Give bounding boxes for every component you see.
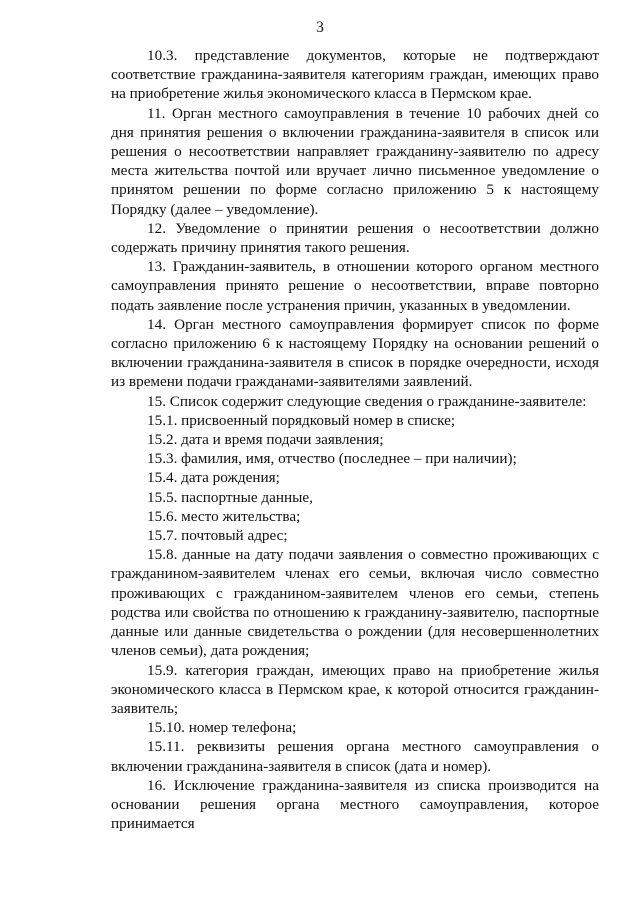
paragraph-15-11: 15.11. реквизиты решения органа местного самоуправления о включении гражданина-заявителя в список (дата и номер). — [111, 738, 599, 775]
paragraph-15-5: 15.5. паспортные данные, — [147, 488, 313, 506]
page-number: 3 — [316, 19, 324, 36]
paragraph-10-3: 10.3. представление документов, которые не подтверждают соответствие гражданина-заявителя категориям граждан, имеющих право на приобретение жилья экономического класса в Пермском крае. — [111, 47, 599, 103]
paragraph-15-8: 15.8. данные на дату подачи заявления о совместно проживающих с гражданином-заявителем членах его семьи, включая число совместно проживающих с гражданином-заявителем членов его семьи, степень родства или свойства по отношению к гражданину-заявителю, паспортные данные или данные свидетельства о рождении (для несовершеннолетних членов семьи), дата рождения; — [111, 546, 599, 660]
paragraph-15-1: 15.1. присвоенный порядковый номер в списке; — [147, 411, 456, 429]
paragraph-15-10: 15.10. номер телефона; — [147, 719, 297, 737]
paragraph-16: 16. Исключение гражданина-заявителя из списка производится на основании решения органа местного самоуправления, которое принимается — [111, 776, 599, 833]
paragraph-15-2: 15.2. дата и время подачи заявления; — [147, 431, 384, 449]
paragraph-15-6: 15.6. место жительства; — [147, 507, 301, 525]
paragraph-15-9: 15.9. категория граждан, имеющих право на приобретение жилья экономического класса в Пермском крае, к которой относится гражданин-заявитель; — [111, 661, 599, 717]
paragraph-15-4: 15.4. дата рождения; — [147, 469, 280, 487]
paragraph-15: 15. Список содержит следующие сведения о гражданине-заявителе: — [147, 392, 587, 410]
document-body — [111, 46, 599, 833]
paragraph-13: 13. Гражданин-заявитель, в отношении которого органом местного самоуправления принято решение о несоответствии, вправе повторно подать заявление после устранения причин, указанных в уведомлении. — [111, 258, 599, 314]
paragraph-15-7: 15.7. почтовый адрес; — [147, 527, 288, 545]
paragraph-14: 14. Орган местного самоуправления формирует список по форме согласно приложению 6 к настоящему Порядку на основании решений о включении гражданина-заявителя в список в порядке очередности, исходя из времени подачи гражданами-заявителями заявлений. — [111, 315, 599, 391]
paragraph-15-3: 15.3. фамилия, имя, отчество (последнее – при наличии); — [147, 450, 517, 468]
paragraph-11: 11. Орган местного самоуправления в течение 10 рабочих дней со дня принятия решения о включении гражданина-заявителя в список или решения о несоответствии направляет гражданину-заявителю по адресу места жительства почтой или вручает лично письменное уведомление о принятом решении по форме согласно приложению 5 к настоящему Порядку (далее – уведомление). — [111, 104, 599, 218]
paragraph-12: 12. Уведомление о принятии решения о несоответствии должно содержать причину принятия такого решения. — [111, 219, 599, 257]
